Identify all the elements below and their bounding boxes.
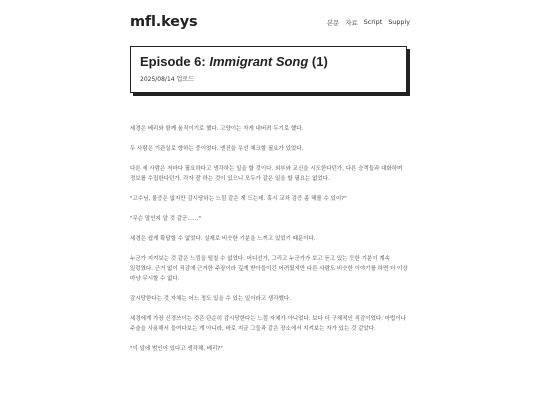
paragraph: 다른 세 사람은 저마다 필요하다고 생각하는 일을 할 것이다. 외부와 교신을 시도한다던가, 다른 승객들과 대화하며 정보를 수집한다던가. 각자 잘 하는 것이 있으니 모두가 같은 일을 할 필요는 없었다. <box>130 166 403 182</box>
post-title-suffix: (1) <box>308 54 328 69</box>
post-title <box>140 54 397 70</box>
main-nav <box>327 18 410 27</box>
paragraph: 세경에게 가장 신경쓰이는 것은 단순히 감시당한다는 느낌 자체가 아니었다. 보다 더 구체적인 직감이었다. 마법이나 주술을 사용해서 들여다보는 게 아니라, 바로 지금 그들과 같은 장소에서 지켜보는 자가 있는 것 같았다. <box>130 316 406 332</box>
paragraph: "이 일에 범인이 있다고 생각해, 베리?" <box>130 346 223 352</box>
site-title[interactable]: mfl.keys <box>130 14 198 30</box>
post-content <box>130 124 411 364</box>
post-title-prefix: Episode 6: <box>140 54 210 69</box>
post-title-emphasis: Immigrant Song <box>209 54 309 69</box>
paragraph: 누군가 지켜보는 것 같은 느낌을 떨칠 수 없었다. 어디선가, 그리고 누군가가 보고 듣고 있는 듯한 기분이 계속 일렁였다. 근거 없이 직감에 근거한 주장이라 깊게 받아들이긴 어려웠지만 다른 사람도 비슷한 이야기를 하면 더 이상 마냥 무시할 수 없다. <box>130 256 408 282</box>
paragraph: 세경은 베리와 함께 움직이기로 했다. 고양이는 자게 내버려 두기로 했다. <box>130 126 304 132</box>
site-header <box>130 14 410 34</box>
post-date: 2025/08/14 업로드 <box>140 76 194 83</box>
nav-link-script[interactable]: Script <box>363 18 383 26</box>
post-title-card <box>130 46 407 93</box>
nav-link-supply[interactable]: Supply <box>388 18 410 26</box>
nav-link-resources[interactable]: 자료 <box>345 19 358 27</box>
paragraph: 감시당한다는 것 자체는 어느 정도 있을 수 있는 일이라고 생각했다. <box>130 296 291 302</box>
paragraph: 세경은 쉽게 확답할 수 없었다. 실제로 비슷한 기분을 느끼고 있었기 때문이다. <box>130 236 316 242</box>
paragraph: "고수님, 물증은 없지만 감시당하는 느낌 같은 게 드는데. 혹시 교차 검증 좀 해볼 수 있어?" <box>130 196 347 202</box>
paragraph: 두 사람은 기관실로 향하는 중이었다. 엔진을 우선 체크할 필요가 있었다. <box>130 146 304 152</box>
paragraph: "무슨 말인지 알 것 같군……" <box>130 216 201 222</box>
nav-link-main[interactable]: 본문 <box>326 19 340 27</box>
